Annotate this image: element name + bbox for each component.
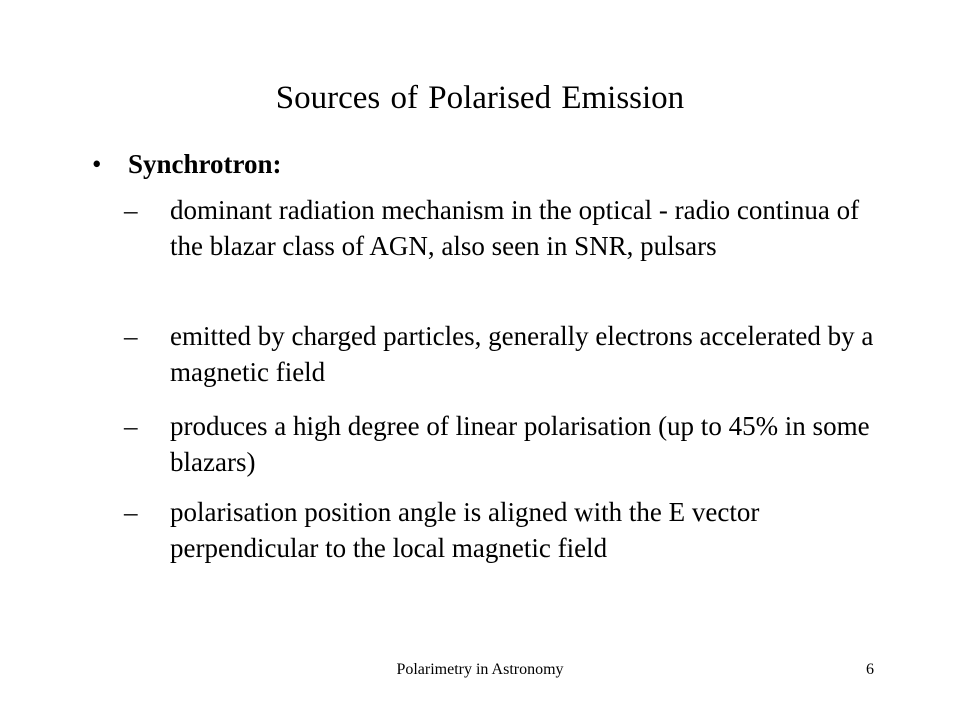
footer-title: Polarimetry in Astronomy [396,661,564,678]
dash-marker: – [124,411,138,441]
slide-title: Sources of Polarised Emission [275,80,685,116]
dash-marker: – [124,497,138,527]
dash-marker: – [124,321,138,351]
bullet-label: Synchrotron: [128,149,282,179]
dash-marker: – [124,195,138,225]
page-number: 6 [866,661,874,678]
sub-item-text: polarisation position angle is aligned with the E vector perpendicular to the local magnetic field [170,497,760,563]
sub-item-text: produces a high degree of linear polarisation (up to 45% in some blazars) [170,411,870,477]
sub-item [124,494,884,566]
sub-item [124,318,884,390]
sub-item [124,192,884,264]
sub-item [124,408,884,480]
bullet-marker: • [92,149,102,179]
sub-item-text: dominant radiation mechanism in the optical - radio continua of the blazar class of AGN, also seen in SNR, pulsars [170,195,860,261]
sub-item-text: emitted by charged particles, generally electrons accelerated by a magnetic field [170,321,874,387]
